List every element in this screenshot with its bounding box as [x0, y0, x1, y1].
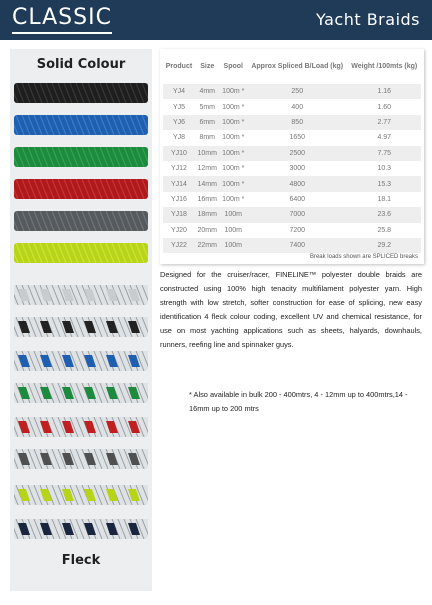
- table-cell: YJ5: [172, 103, 185, 111]
- table-row: [163, 99, 421, 114]
- table-cell: YJ6: [163, 115, 195, 130]
- table-cell: 100m: [220, 207, 247, 222]
- header-bar: [0, 0, 432, 40]
- fleck-rope-navy: [14, 519, 148, 539]
- bulk-availability-note: * Also available in bulk 200 - 400mtrs, 4 - 12mm up to 400mtrs,14 - 16mm up to 200 mtrs: [189, 390, 408, 413]
- fleck-rope-blue: [14, 351, 148, 371]
- table-cell: 100m *: [222, 134, 245, 142]
- table-cell: 1.16: [348, 84, 422, 99]
- table-cell: 400: [291, 103, 304, 111]
- column-header-weight: Weight /100mts (kg): [351, 62, 418, 70]
- table-cell: 100m *: [220, 84, 247, 99]
- solid-rope-grey: [14, 211, 148, 231]
- page-title: Yacht Braids: [316, 10, 420, 29]
- fleck-rope-black: [14, 317, 148, 337]
- table-cell: 10.3: [377, 165, 392, 173]
- fleck-rope-grey: [14, 449, 148, 469]
- table-cell: YJ18: [163, 207, 195, 222]
- table-row: [163, 176, 421, 191]
- fleck-rope-red: [14, 417, 148, 437]
- solid-rope-black: [14, 83, 148, 103]
- table-cell: 850: [247, 115, 348, 130]
- table-cell: 100m: [220, 238, 247, 253]
- brand-logo: CLASSIC: [12, 5, 112, 34]
- table-cell: 4mm: [195, 84, 220, 99]
- table-cell: 7200: [289, 226, 306, 234]
- table-cell: 29.2: [348, 238, 422, 253]
- table-cell: 14mm: [195, 176, 220, 191]
- table-body: [163, 84, 421, 253]
- product-description: Designed for the cruiser/racer, FINELINE™ polyester double braids are constructed using 100% high tenacity multifilament polyester yarn. High strength with low stretch, softer construction for ease of splicing, new easy identification 4 fleck colour coding, excellent UV and chemical resistance, for use on most yachting applications such as sheets, halyards, downhauls, runners, reefing line and spinnaker guys.: [160, 270, 422, 349]
- table-cell: YJ20: [170, 226, 187, 234]
- table-cell: 8mm: [199, 134, 216, 142]
- solid-rope-lime: [14, 243, 148, 263]
- table-cell: 22mm: [195, 238, 220, 253]
- table-cell: 20mm: [197, 226, 217, 234]
- table-cell: YJ10: [163, 146, 195, 161]
- break-load-note: Break loads shown are SPLICED breaks: [309, 254, 418, 260]
- table-cell: YJ8: [172, 134, 185, 142]
- table-row: [163, 207, 421, 222]
- table-row: [163, 223, 421, 238]
- fleck-rope-lime: [14, 485, 148, 505]
- solid-rope-green: [14, 147, 148, 167]
- table-cell: 1650: [289, 134, 306, 142]
- table-row: [163, 130, 421, 145]
- column-header-break-load: Approx Spliced B/Load (kg): [251, 62, 344, 70]
- table-header-row: [163, 49, 421, 84]
- table-cell: 2.77: [348, 115, 422, 130]
- table-row: [163, 161, 421, 176]
- table-cell: 3000: [289, 165, 306, 173]
- table-cell: 2500: [247, 146, 348, 161]
- column-header-product: Product: [165, 62, 193, 70]
- table-row: [163, 115, 421, 130]
- solid-rope-red: [14, 179, 148, 199]
- table-row: [163, 238, 421, 253]
- column-header-spool: Spool: [223, 62, 243, 70]
- table-row: [163, 84, 421, 99]
- specification-table-card: [160, 49, 424, 264]
- fleck-rope-green: [14, 383, 148, 403]
- table-row: [163, 146, 421, 161]
- table-cell: 15.3: [348, 176, 422, 191]
- table-cell: YJ4: [163, 84, 195, 99]
- table-cell: 100m *: [220, 115, 247, 130]
- rope-swatch-panel: [10, 49, 152, 591]
- table-cell: 10mm: [195, 146, 220, 161]
- fleck-heading: Fleck: [61, 553, 101, 568]
- table-cell: 1.60: [377, 103, 392, 111]
- table-cell: 4800: [247, 176, 348, 191]
- table-cell: 100m *: [222, 195, 245, 203]
- solid-rope-blue: [14, 115, 148, 135]
- table-cell: 100m *: [222, 165, 245, 173]
- table-cell: 25.8: [377, 226, 392, 234]
- table-cell: 7400: [247, 238, 348, 253]
- table-cell: YJ16: [170, 195, 187, 203]
- table-cell: YJ14: [163, 176, 195, 191]
- fleck-rope-white: [14, 285, 148, 305]
- table-cell: 250: [247, 84, 348, 99]
- table-cell: 4.97: [377, 134, 392, 142]
- table-cell: 100m *: [220, 146, 247, 161]
- table-cell: YJ12: [170, 165, 187, 173]
- table-cell: 23.6: [348, 207, 422, 222]
- table-cell: 16mm: [197, 195, 217, 203]
- table-cell: 7000: [247, 207, 348, 222]
- table-cell: 6mm: [195, 115, 220, 130]
- table-cell: 6400: [289, 195, 306, 203]
- specification-table: [163, 49, 421, 253]
- table-cell: 100m *: [220, 176, 247, 191]
- table-cell: 12mm: [197, 165, 217, 173]
- table-cell: 7.75: [348, 146, 422, 161]
- table-cell: 5mm: [199, 103, 216, 111]
- table-cell: YJ22: [163, 238, 195, 253]
- table-cell: 18.1: [377, 195, 392, 203]
- table-cell: 100m: [224, 226, 243, 234]
- solid-colour-heading: Solid Colour: [36, 57, 126, 72]
- table-row: [163, 192, 421, 207]
- table-cell: 100m *: [222, 103, 245, 111]
- table-cell: 18mm: [195, 207, 220, 222]
- column-header-size: Size: [200, 62, 215, 70]
